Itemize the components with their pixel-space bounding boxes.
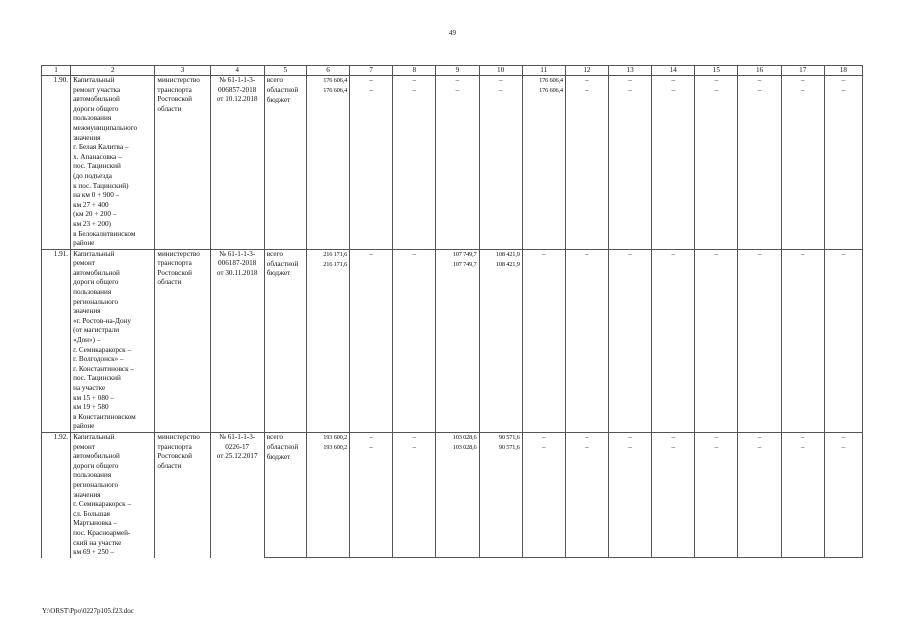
amount-cell: – [609,432,652,443]
amount-cell: – [781,443,824,558]
amount-cell: – [350,443,393,558]
amount-cell: 216 171,6 [306,249,349,260]
amount-cell: – [738,86,781,249]
document-cell: № 61-1-1-3- 006187-2018 от 30.11.2018 [210,249,264,432]
funding-source: областной бюджет [264,260,306,433]
amount-cell: – [609,76,652,87]
amount-cell: – [738,76,781,87]
amount-cell: 176 606,4 [306,76,349,87]
amount-cell: – [695,432,738,443]
column-number-header: 13 [609,66,652,76]
amount-cell: 193 600,2 [306,432,349,443]
column-number-header: 18 [824,66,862,76]
amount-cell [609,260,652,433]
funding-source: всего [264,76,306,87]
amount-cell [824,260,862,433]
customer-cell: министерство транспорта Ростовской области [155,432,210,557]
amount-cell: 108 421,9 [479,249,522,260]
column-number-header: 17 [781,66,824,76]
column-number-header: 16 [738,66,781,76]
amount-cell: – [695,249,738,260]
amount-cell: – [781,432,824,443]
amount-cell: – [738,249,781,260]
row-code: 1.92. [42,432,71,557]
amount-cell: 103 028,6 [436,443,479,558]
amount-cell [695,260,738,433]
column-number-header: 4 [210,66,264,76]
amount-cell: 107 749,7 [436,249,479,260]
amount-cell: – [565,86,608,249]
funding-source: всего [264,432,306,443]
column-number-header: 1 [42,66,71,76]
amount-cell: 103 028,6 [436,432,479,443]
amount-cell: – [350,432,393,443]
customer-cell: министерство транспорта Ростовской области [155,76,210,250]
table-row [42,249,863,260]
amount-cell: – [824,86,862,249]
amount-cell: 108 421,9 [479,260,522,433]
amount-cell: – [652,76,695,87]
column-number-header: 14 [652,66,695,76]
document-cell: № 61-1-1-3- 0226-17 от 25.12.2017 [210,432,264,557]
amount-cell: – [652,86,695,249]
amount-cell [781,260,824,433]
amount-cell [652,260,695,433]
amount-cell [565,260,608,433]
amount-cell: – [436,86,479,249]
amount-cell [393,260,436,433]
amount-cell: 176 606,4 [522,76,565,87]
amount-cell: – [522,432,565,443]
amount-cell: – [824,432,862,443]
amount-cell: – [738,432,781,443]
row-code: 1.91. [42,249,71,432]
amount-cell: – [522,249,565,260]
document-cell: № 61-1-1-3- 006857-2018 от 10.12.2018 [210,76,264,250]
page-number: 49 [449,29,456,37]
amount-cell: – [393,76,436,87]
program-table [41,65,863,558]
column-number-header: 11 [522,66,565,76]
customer-cell: министерство транспорта Ростовской области [155,249,210,432]
column-number-header: 5 [264,66,306,76]
amount-cell: – [350,249,393,260]
row-code: 1.90. [42,76,71,250]
amount-cell: – [652,443,695,558]
amount-cell: – [522,443,565,558]
amount-cell: 90 571,6 [479,432,522,443]
amount-cell: – [652,432,695,443]
amount-cell: – [738,443,781,558]
amount-cell [350,260,393,433]
funding-source: всего [264,249,306,260]
table-row [42,432,863,443]
amount-cell: – [824,443,862,558]
amount-cell: – [609,443,652,558]
amount-cell: – [824,249,862,260]
column-number-header: 15 [695,66,738,76]
amount-cell: 193 600,2 [306,443,349,558]
column-number-header: 8 [393,66,436,76]
amount-cell: – [350,76,393,87]
amount-cell: – [479,76,522,87]
table-row [42,76,863,87]
amount-cell: – [781,249,824,260]
amount-cell: – [479,86,522,249]
amount-cell: – [609,249,652,260]
amount-cell: – [393,443,436,558]
object-name: Капитальный ремонт автомобильной дороги общего пользования регионального значения «г. Ростов-на-Дону (от магистрали «Дон») – г. Семикаракорск – г. Волгодонск» – г. Константиновск – пос. Тацинский на участке км 15 + 080 – км 19 + 580 в Константиновском районе [71,249,155,432]
object-name: Капитальный ремонт автомобильной дороги общего пользования регионального значения г. Семикаракорск – сл. Большая Мартыновка – пос. Красноармей- ский на участке км 69 + 250 – [71,432,155,557]
column-number-header: 10 [479,66,522,76]
amount-cell: – [565,76,608,87]
amount-cell [738,260,781,433]
amount-cell: – [695,443,738,558]
amount-cell: – [436,76,479,87]
amount-cell: 90 571,6 [479,443,522,558]
amount-cell: – [393,432,436,443]
funding-source: областной бюджет [264,86,306,249]
column-number-header: 3 [155,66,210,76]
amount-cell: – [781,86,824,249]
column-number-header: 7 [350,66,393,76]
amount-cell: – [565,249,608,260]
amount-cell: – [393,249,436,260]
column-number-row [42,66,863,76]
amount-cell: 176 606,4 [522,86,565,249]
amount-cell [522,260,565,433]
file-path-footer: Y:\ORST\Ppo\0227p105.f23.doc [42,607,134,615]
amount-cell: – [652,249,695,260]
amount-cell: – [609,86,652,249]
amount-cell: – [565,432,608,443]
amount-cell: 107 749,7 [436,260,479,433]
column-number-header: 6 [306,66,349,76]
amount-cell: – [695,86,738,249]
funding-source: областной бюджет [264,443,306,558]
column-number-header: 9 [436,66,479,76]
amount-cell: 176 606,4 [306,86,349,249]
amount-cell: 216 171,6 [306,260,349,433]
column-number-header: 2 [71,66,155,76]
object-name: Капитальный ремонт участка автомобильной дороги общего пользования межмуниципального значения г. Белая Калитва – х. Апанасовка – пос. Тацинский (до подъезда к пос. Тацинский) на км 0 + 900 – км 27 + 400 (км 20 + 200 – км 23 + 200) в Белокалитвинском районе [71,76,155,250]
column-number-header: 12 [565,66,608,76]
amount-cell: – [781,76,824,87]
amount-cell: – [824,76,862,87]
amount-cell: – [350,86,393,249]
amount-cell: – [695,76,738,87]
amount-cell: – [565,443,608,558]
amount-cell: – [393,86,436,249]
